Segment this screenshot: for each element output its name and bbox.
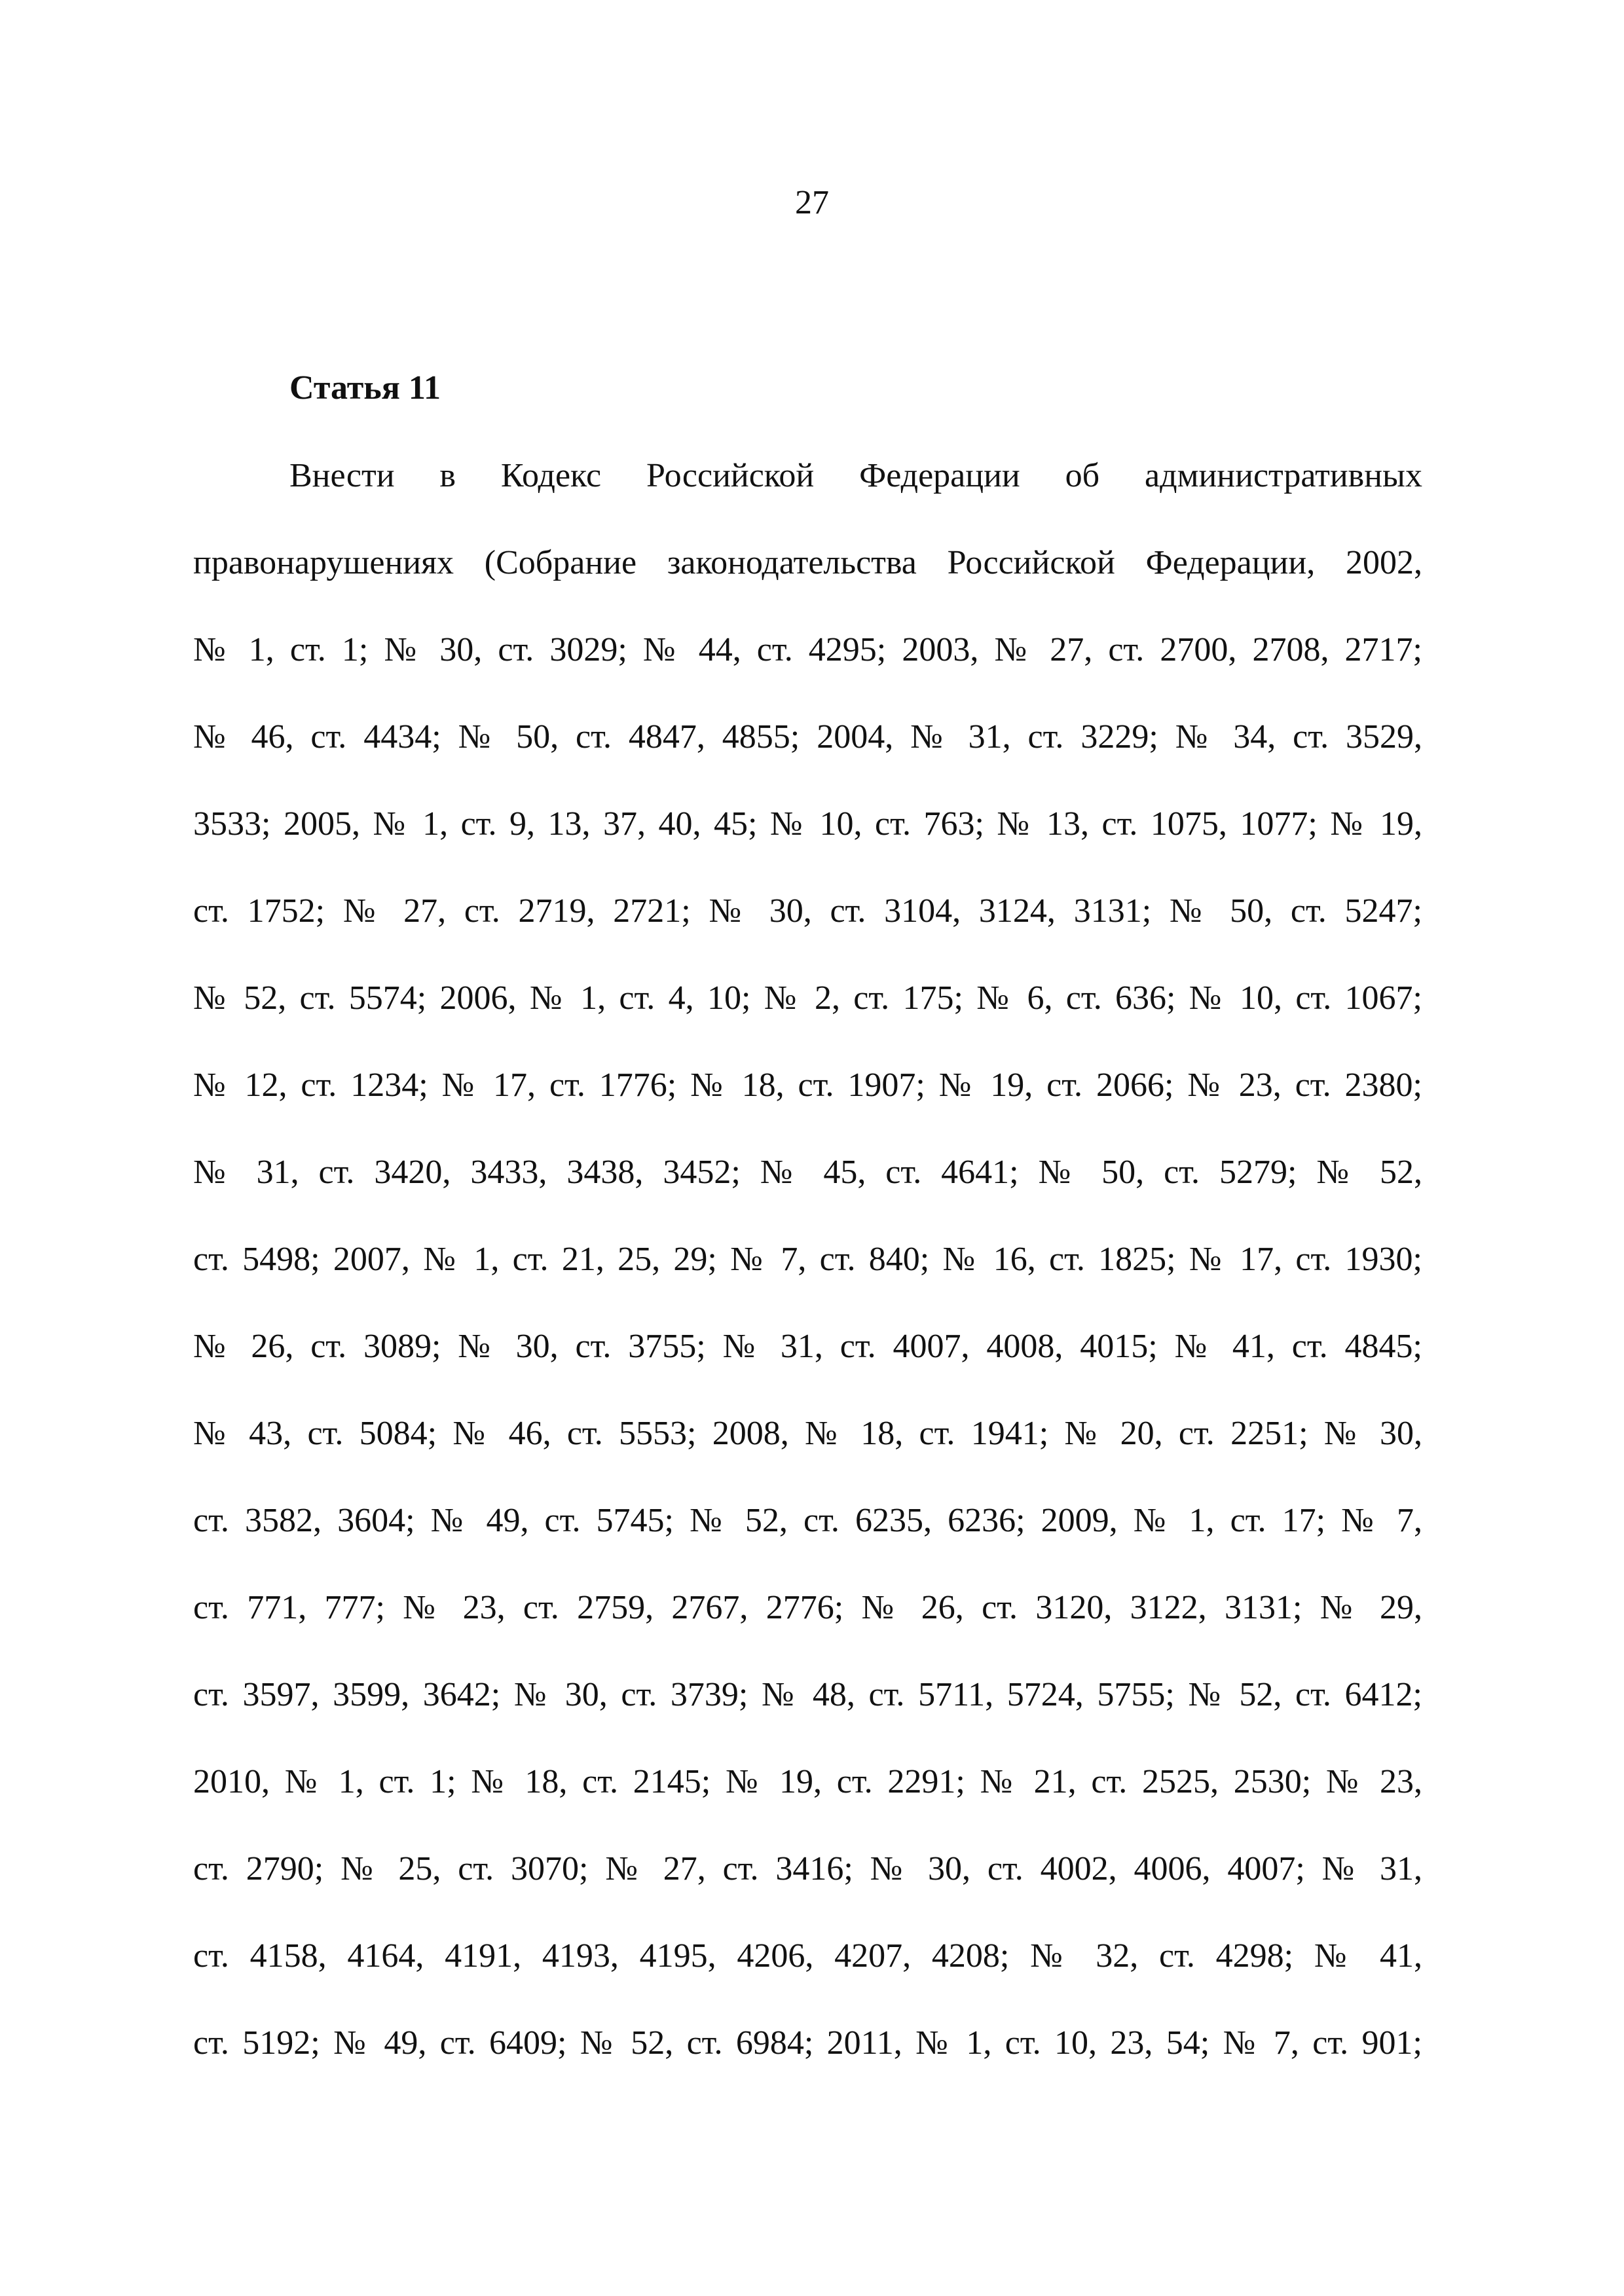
paragraph-line: ст. 5498; 2007, № 1, ст. 21, 25, 29; № 7, ст. 840; № 16, ст. 1825; № 17, ст. 1930; <box>193 1241 1422 1278</box>
paragraph-line: № 26, ст. 3089; № 30, ст. 3755; № 31, ст. 4007, 4008, 4015; № 41, ст. 4845; <box>193 1328 1422 1365</box>
paragraph-line: ст. 3582, 3604; № 49, ст. 5745; № 52, ст. 6235, 6236; 2009, № 1, ст. 17; № 7, <box>193 1502 1422 1539</box>
paragraph-line: Внести в Кодекс Российской Федерации об административных <box>289 457 1422 494</box>
paragraph-line: ст. 5192; № 49, ст. 6409; № 52, ст. 6984; 2011, № 1, ст. 10, 23, 54; № 7, ст. 901; <box>193 2024 1422 2062</box>
paragraph-line: 2010, № 1, ст. 1; № 18, ст. 2145; № 19, ст. 2291; № 21, ст. 2525, 2530; № 23, <box>193 1763 1422 1800</box>
paragraph-line: № 46, ст. 4434; № 50, ст. 4847, 4855; 2004, № 31, ст. 3229; № 34, ст. 3529, <box>193 718 1422 756</box>
paragraph-line: ст. 4158, 4164, 4191, 4193, 4195, 4206, 4207, 4208; № 32, ст. 4298; № 41, <box>193 1937 1422 1975</box>
article-heading: Статья 11 <box>289 369 441 407</box>
paragraph-line: 3533; 2005, № 1, ст. 9, 13, 37, 40, 45; № 10, ст. 763; № 13, ст. 1075, 1077; № 19, <box>193 805 1422 843</box>
paragraph-line: № 1, ст. 1; № 30, ст. 3029; № 44, ст. 4295; 2003, № 27, ст. 2700, 2708, 2717; <box>193 631 1422 668</box>
paragraph-line: ст. 1752; № 27, ст. 2719, 2721; № 30, ст. 3104, 3124, 3131; № 50, ст. 5247; <box>193 892 1422 930</box>
paragraph-line: ст. 2790; № 25, ст. 3070; № 27, ст. 3416; № 30, ст. 4002, 4006, 4007; № 31, <box>193 1850 1422 1887</box>
paragraph-line: № 12, ст. 1234; № 17, ст. 1776; № 18, ст. 1907; № 19, ст. 2066; № 23, ст. 2380; <box>193 1066 1422 1104</box>
paragraph-line: правонарушениях (Собрание законодательства Российской Федерации, 2002, <box>193 544 1422 581</box>
paragraph-line: № 52, ст. 5574; 2006, № 1, ст. 4, 10; № 2, ст. 175; № 6, ст. 636; № 10, ст. 1067; <box>193 979 1422 1017</box>
paragraph-line: ст. 771, 777; № 23, ст. 2759, 2767, 2776; № 26, ст. 3120, 3122, 3131; № 29, <box>193 1589 1422 1626</box>
paragraph-line: № 43, ст. 5084; № 46, ст. 5553; 2008, № 18, ст. 1941; № 20, ст. 2251; № 30, <box>193 1415 1422 1452</box>
paragraph-line: № 31, ст. 3420, 3433, 3438, 3452; № 45, ст. 4641; № 50, ст. 5279; № 52, <box>193 1154 1422 1191</box>
page-number: 27 <box>795 184 829 221</box>
paragraph-line: ст. 3597, 3599, 3642; № 30, ст. 3739; № 48, ст. 5711, 5724, 5755; № 52, ст. 6412; <box>193 1676 1422 1713</box>
